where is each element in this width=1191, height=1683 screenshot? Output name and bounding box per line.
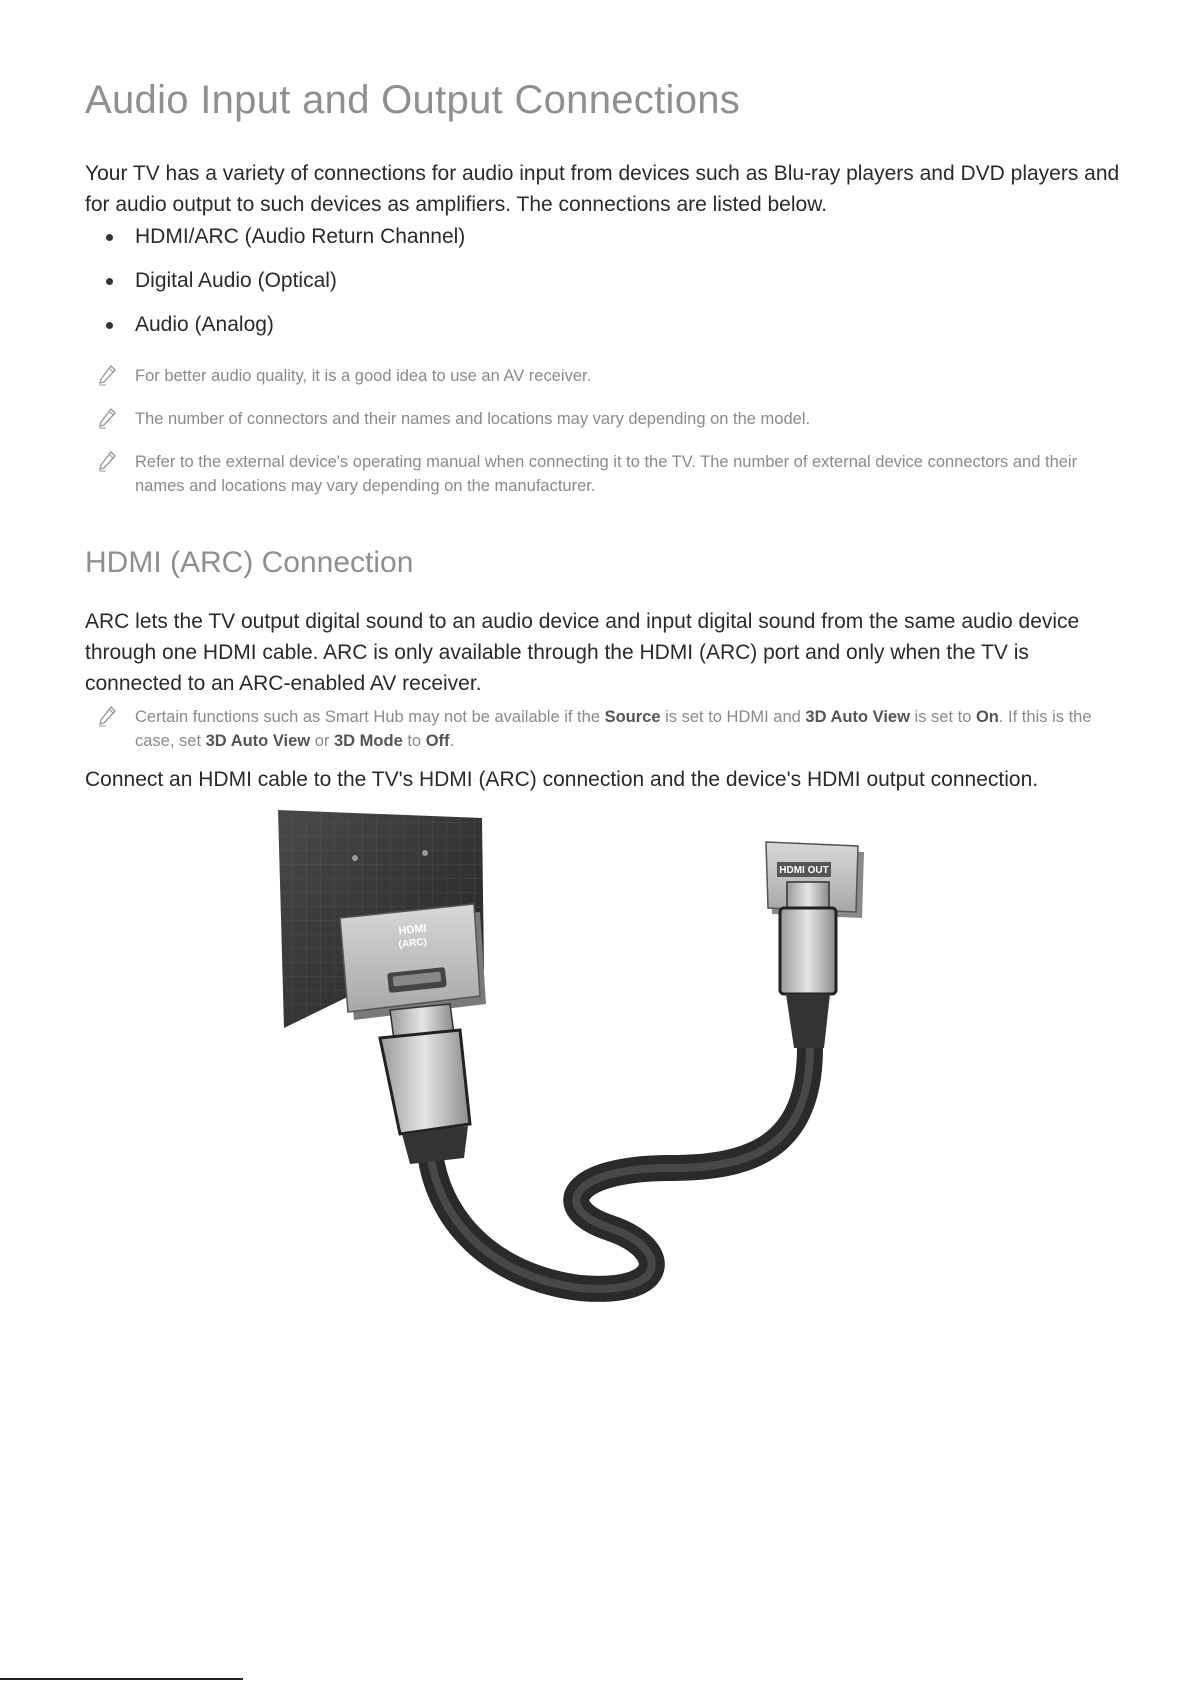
3d-mode-term: 3D Mode xyxy=(334,732,403,750)
note xyxy=(85,705,1125,753)
off-term: Off xyxy=(425,732,450,750)
hdmi-arc-port-label: HDMI xyxy=(398,922,428,938)
hdmi-arc-port-sublabel: (ARC) xyxy=(398,936,428,951)
note-text: For better audio quality, it is a good idea to use an AV receiver. xyxy=(135,367,592,385)
hdmi-connection-illustration xyxy=(250,808,950,1328)
source-term: Source xyxy=(604,708,661,726)
list-item: Digital Audio (Optical) xyxy=(85,266,1125,310)
bullet-icon xyxy=(106,234,113,241)
note-text: Refer to the external device's operating manual when connecting it to the TV. The number of external device connectors and their names and locations may vary depending on the manufacturer. xyxy=(135,453,1078,495)
note xyxy=(85,450,1125,498)
hdmi-plug-right xyxy=(780,882,836,1048)
bullet-icon xyxy=(106,278,113,285)
bullet-icon xyxy=(106,322,113,329)
tv-hdmi-arc-port xyxy=(340,904,486,1020)
note-text: The number of connectors and their names and locations may vary depending on the model. xyxy=(135,410,811,428)
arc-paragraph: ARC lets the TV output digital sound to an audio device and input digital sound from the same audio device through one HDMI cable. ARC is only available through the HDMI (ARC) port and only when the TV is connected to an ARC-enabled AV receiver. xyxy=(85,610,1080,695)
section-heading: HDMI (ARC) Connection xyxy=(85,546,414,579)
footer-rule xyxy=(0,1678,243,1680)
hdmi-out-port-label: HDMI OUT xyxy=(779,865,829,876)
connect-instruction: Connect an HDMI cable to the TV's HDMI (ARC) connection and the device's HDMI output connection. xyxy=(85,768,1039,791)
connection-list xyxy=(85,222,1125,354)
note xyxy=(85,407,1125,431)
pencil-icon xyxy=(97,408,117,430)
intro-paragraph: Your TV has a variety of connections for audio input from devices such as Blu-ray players and DVD players and for audio output to such devices as amplifiers. The connections are listed below. xyxy=(85,162,1120,216)
pencil-icon xyxy=(97,706,117,728)
3d-auto-view-term: 3D Auto View xyxy=(805,708,910,726)
note-text: Certain functions such as Smart Hub may not be available if the Source is set to HDMI and 3D Auto View is set to On. If this is the case, set 3D Auto View or 3D Mode to Off. xyxy=(135,708,1092,750)
list-item: HDMI/ARC (Audio Return Channel) xyxy=(85,222,1125,266)
pencil-icon xyxy=(97,451,117,473)
list-item: Audio (Analog) xyxy=(85,310,1125,354)
note xyxy=(85,364,1125,388)
3d-auto-view-term: 3D Auto View xyxy=(205,732,311,750)
hdmi-plug-left xyxy=(380,1004,470,1164)
page-title: Audio Input and Output Connections xyxy=(85,78,741,122)
on-term: On xyxy=(975,708,999,726)
pencil-icon xyxy=(97,365,117,387)
